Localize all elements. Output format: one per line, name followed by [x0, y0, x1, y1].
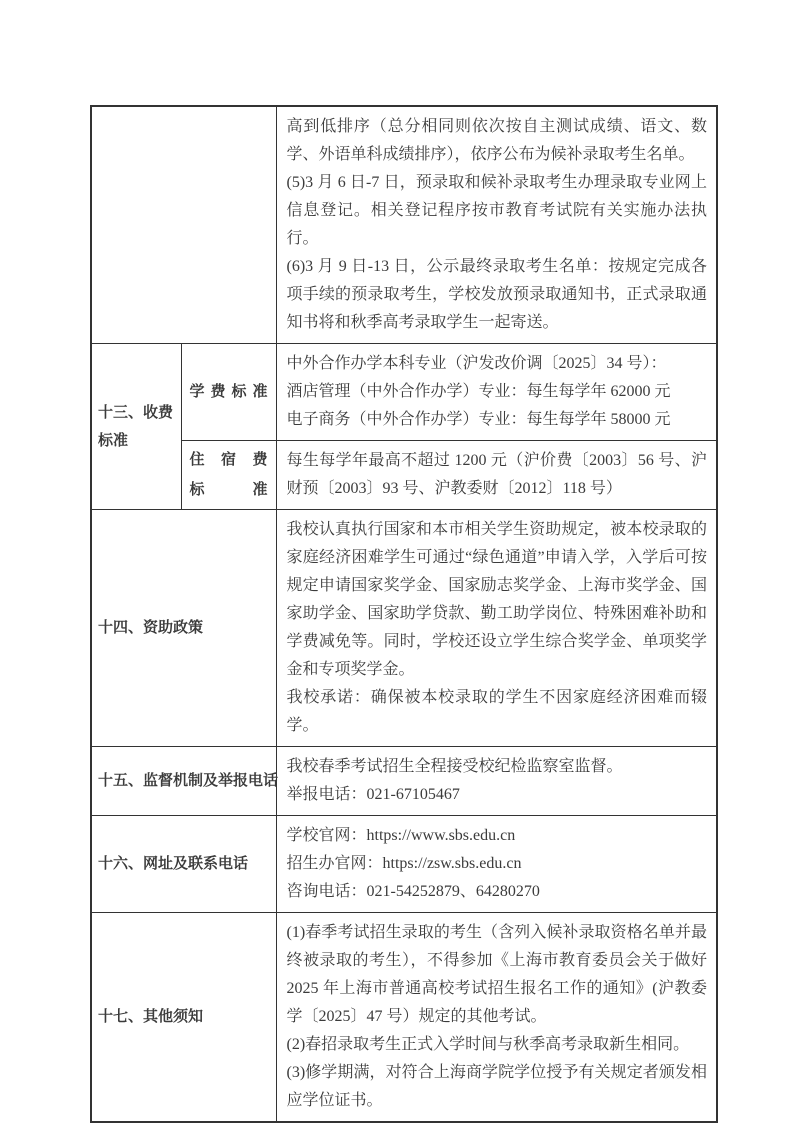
admissions-info-table — [90, 105, 718, 1123]
table-row-contact — [91, 816, 717, 913]
financial-aid-cell — [276, 510, 717, 747]
other-notes-cell — [276, 913, 717, 1123]
paragraph: (2)春招录取考生正式入学时间与秋季高考录取新生相同。 — [286, 1036, 690, 1053]
table-row-accommodation — [91, 441, 717, 510]
school-website-line: 学校官网：https://www.sbs.edu.cn — [286, 827, 516, 844]
paragraph: 我校承诺：确保被本校录取的学生不因家庭经济困难而辍学。 — [286, 689, 707, 734]
accommodation-fee-cell — [276, 441, 717, 510]
label-line: 标准 — [189, 482, 268, 498]
admission-procedure-continuation-cell — [276, 106, 717, 344]
inquiry-phone-line: 咨询电话：021-54252879、64280270 — [286, 883, 540, 900]
paragraph: 我校认真执行国家和本市相关学生资助规定，被本校录取的家庭经济困难学生可通过“绿色通道”申请入学，入学后可按规定申请国家奖学金、国家励志奖学金、上海市奖学金、国家助学金、国家助学贷款、勤工助学岗位、特殊困难补助和学费减免等。同时，学校还设立学生综合奖学金、单项奖学金和专项奖学金。 — [286, 521, 707, 678]
empty-label-cell — [91, 106, 276, 344]
table-row-other-notes — [91, 913, 717, 1123]
label-line: 学费标准 — [189, 384, 268, 400]
tuition-standard-cell — [276, 344, 717, 441]
paragraph: (6)3 月 9 日-13 日，公示最终录取考生名单：按规定完成各项手续的预录取考生，学校发放预录取通知书，正式录取通知书将和秋季高考录取学生一起寄送。 — [286, 258, 707, 331]
table-row-supervision — [91, 747, 717, 816]
paragraph: 中外合作办学本科专业（沪发改价调〔2025〕34 号）： — [286, 355, 667, 372]
paragraph: 我校春季考试招生全程接受校纪检监察室监督。 — [286, 758, 623, 775]
admissions-website-line: 招生办官网：https://zsw.sbs.edu.cn — [286, 855, 522, 872]
paragraph: (5)3 月 6 日-7 日，预录取和候补录取考生办理录取专业网上信息登记。相关登记程序按市教育考试院有关实施办法执行。 — [286, 174, 707, 247]
contact-cell — [276, 816, 717, 913]
fee-standard-row-label: 十三、收费标准 — [91, 344, 181, 510]
table-row-continuation — [91, 106, 717, 344]
paragraph: 电子商务（中外合作办学）专业：每生每学年 58000 元 — [286, 411, 671, 428]
supervision-cell — [276, 747, 717, 816]
table-row-financial-aid — [91, 510, 717, 747]
paragraph: (3)修学期满，对符合上海商学院学位授予有关规定者颁发相应学位证书。 — [286, 1064, 707, 1109]
financial-aid-row-label: 十四、资助政策 — [91, 510, 276, 747]
other-notes-row-label: 十七、其他须知 — [91, 913, 276, 1123]
paragraph: (1)春季考试招生录取的考生（含列入候补录取资格名单并最终被录取的考生），不得参加《上海市教育委员会关于做好 2025 年上海市普通高校考试招生报名工作的通知》(沪教委学〔2025〕47 号）规定的其他考试。 — [286, 924, 707, 1025]
contact-row-label: 十六、网址及联系电话 — [91, 816, 276, 913]
table-row-tuition — [91, 344, 717, 441]
report-phone-line: 举报电话：021-67105467 — [286, 786, 460, 803]
supervision-row-label: 十五、监督机制及举报电话 — [91, 747, 276, 816]
paragraph: 酒店管理（中外合作办学）专业：每生每学年 62000 元 — [286, 383, 671, 400]
label-line: 住宿费 — [189, 452, 268, 468]
tuition-standard-label — [181, 344, 276, 441]
accommodation-fee-label — [181, 441, 276, 510]
paragraph: 每生每学年最高不超过 1200 元（沪价费〔2003〕56 号、沪财预〔2003〕93 号、沪教委财〔2012〕118 号） — [286, 452, 707, 497]
paragraph: 高到低排序（总分相同则依次按自主测试成绩、语文、数学、外语单科成绩排序），依序公布为候补录取考生名单。 — [286, 118, 707, 163]
